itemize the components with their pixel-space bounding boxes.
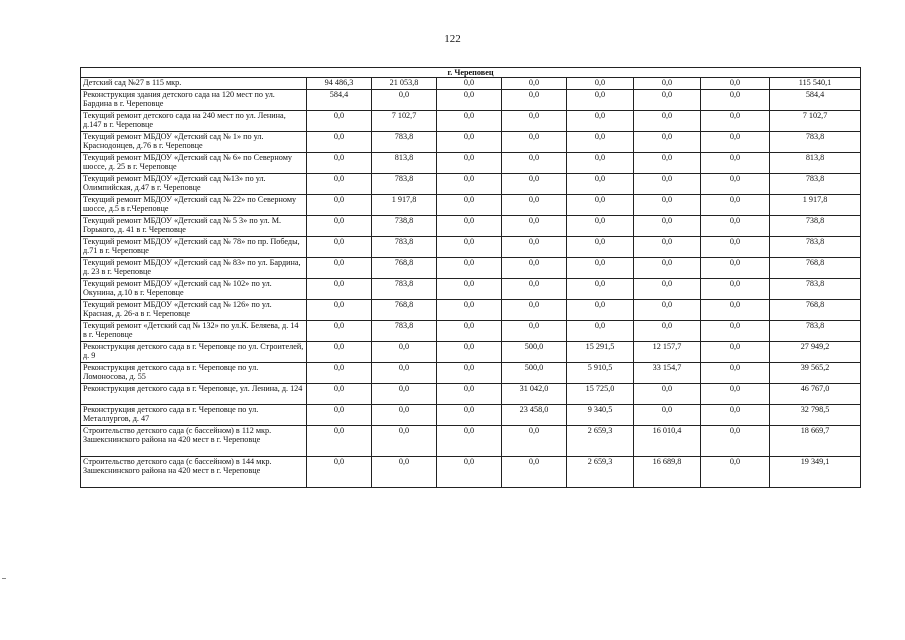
year-value-cell: 0,0 xyxy=(634,384,701,405)
year-value-cell: 0,0 xyxy=(634,195,701,216)
year-value-cell: 768,8 xyxy=(372,300,437,321)
year-value-cell: 0,0 xyxy=(437,300,502,321)
total-value-cell: 39 565,2 xyxy=(770,363,861,384)
year-value-cell: 0,0 xyxy=(437,405,502,426)
year-value-cell: 0,0 xyxy=(437,174,502,195)
year-value-cell: 0,0 xyxy=(437,384,502,405)
year-value-cell: 500,0 xyxy=(502,342,567,363)
table-row xyxy=(81,258,861,279)
year-value-cell: 0,0 xyxy=(372,342,437,363)
table-row xyxy=(81,279,861,300)
year-value-cell: 0,0 xyxy=(307,153,372,174)
year-value-cell: 94 486,3 xyxy=(307,78,372,90)
object-name-cell: Детский сад №27 в 115 мкр. xyxy=(81,78,307,90)
year-value-cell: 0,0 xyxy=(307,363,372,384)
table-row xyxy=(81,78,861,90)
total-value-cell: 7 102,7 xyxy=(770,111,861,132)
year-value-cell: 0,0 xyxy=(307,321,372,342)
year-value-cell: 15 291,5 xyxy=(567,342,634,363)
year-value-cell: 0,0 xyxy=(634,153,701,174)
year-value-cell: 0,0 xyxy=(567,90,634,111)
total-value-cell: 768,8 xyxy=(770,258,861,279)
year-value-cell: 0,0 xyxy=(502,90,567,111)
year-value-cell: 783,8 xyxy=(372,237,437,258)
year-value-cell: 0,0 xyxy=(437,216,502,237)
year-value-cell: 0,0 xyxy=(701,111,770,132)
year-value-cell: 5 910,5 xyxy=(567,363,634,384)
year-value-cell: 0,0 xyxy=(307,174,372,195)
year-value-cell: 0,0 xyxy=(634,258,701,279)
year-value-cell: 0,0 xyxy=(502,132,567,153)
object-name-cell: Текущий ремонт детского сада на 240 мест по ул. Ленина, д.147 в г. Череповце xyxy=(81,111,307,132)
year-value-cell: 0,0 xyxy=(634,216,701,237)
year-value-cell: 0,0 xyxy=(567,132,634,153)
year-value-cell: 0,0 xyxy=(437,457,502,488)
object-name-cell: Строительство детского сада (с бассейном) в 144 мкр. Зашекснинского района на 420 мест в г. Череповце xyxy=(81,457,307,488)
margin-mark xyxy=(2,578,6,579)
total-value-cell: 46 767,0 xyxy=(770,384,861,405)
year-value-cell: 0,0 xyxy=(437,195,502,216)
year-value-cell: 783,8 xyxy=(372,321,437,342)
table-row xyxy=(81,321,861,342)
year-value-cell: 0,0 xyxy=(437,237,502,258)
year-value-cell: 0,0 xyxy=(634,237,701,258)
table-row xyxy=(81,237,861,258)
year-value-cell: 21 053,8 xyxy=(372,78,437,90)
object-name-cell: Реконструкция детского сада в г. Череповце по ул. Строителей, д. 9 xyxy=(81,342,307,363)
table-row xyxy=(81,405,861,426)
year-value-cell: 0,0 xyxy=(567,153,634,174)
year-value-cell: 0,0 xyxy=(437,132,502,153)
total-value-cell: 584,4 xyxy=(770,90,861,111)
year-value-cell: 0,0 xyxy=(567,111,634,132)
year-value-cell: 0,0 xyxy=(307,405,372,426)
year-value-cell: 0,0 xyxy=(437,111,502,132)
year-value-cell: 0,0 xyxy=(307,195,372,216)
year-value-cell: 0,0 xyxy=(372,384,437,405)
year-value-cell: 2 659,3 xyxy=(567,457,634,488)
year-value-cell: 9 340,5 xyxy=(567,405,634,426)
year-value-cell: 0,0 xyxy=(437,279,502,300)
object-name-cell: Текущий ремонт МБДОУ «Детский сад №13» по ул. Олимпийская, д.47 в г. Череповце xyxy=(81,174,307,195)
year-value-cell: 0,0 xyxy=(701,153,770,174)
year-value-cell: 0,0 xyxy=(701,363,770,384)
year-value-cell: 0,0 xyxy=(372,426,437,457)
year-value-cell: 0,0 xyxy=(701,237,770,258)
object-name-cell: Реконструкция детского сада в г. Череповце по ул. Ломоносова, д. 55 xyxy=(81,363,307,384)
year-value-cell: 15 725,0 xyxy=(567,384,634,405)
object-name-cell: Текущий ремонт МБДОУ «Детский сад № 102» по ул. Окунина, д.10 в г. Череповце xyxy=(81,279,307,300)
table-row xyxy=(81,195,861,216)
year-value-cell: 0,0 xyxy=(437,78,502,90)
year-value-cell: 0,0 xyxy=(307,258,372,279)
year-value-cell: 7 102,7 xyxy=(372,111,437,132)
year-value-cell: 738,8 xyxy=(372,216,437,237)
total-value-cell: 783,8 xyxy=(770,174,861,195)
year-value-cell: 0,0 xyxy=(567,321,634,342)
year-value-cell: 0,0 xyxy=(437,426,502,457)
total-value-cell: 813,8 xyxy=(770,153,861,174)
year-value-cell: 0,0 xyxy=(567,279,634,300)
year-value-cell: 0,0 xyxy=(567,258,634,279)
year-value-cell: 0,0 xyxy=(567,78,634,90)
total-value-cell: 115 540,1 xyxy=(770,78,861,90)
year-value-cell: 0,0 xyxy=(307,426,372,457)
year-value-cell: 0,0 xyxy=(701,90,770,111)
total-value-cell: 768,8 xyxy=(770,300,861,321)
year-value-cell: 0,0 xyxy=(307,384,372,405)
year-value-cell: 0,0 xyxy=(307,457,372,488)
total-value-cell: 738,8 xyxy=(770,216,861,237)
total-value-cell: 783,8 xyxy=(770,279,861,300)
year-value-cell: 0,0 xyxy=(634,174,701,195)
object-name-cell: Текущий ремонт МБДОУ «Детский сад № 83» по ул. Бардина, д. 23 в г. Череповце xyxy=(81,258,307,279)
year-value-cell: 0,0 xyxy=(701,216,770,237)
year-value-cell: 0,0 xyxy=(372,363,437,384)
year-value-cell: 12 157,7 xyxy=(634,342,701,363)
year-value-cell: 0,0 xyxy=(437,153,502,174)
object-name-cell: Текущий ремонт МБДОУ «Детский сад № 1» по ул. Краснодонцев, д.76 в г. Череповце xyxy=(81,132,307,153)
year-value-cell: 16 010,4 xyxy=(634,426,701,457)
year-value-cell: 0,0 xyxy=(502,279,567,300)
year-value-cell: 0,0 xyxy=(307,300,372,321)
year-value-cell: 0,0 xyxy=(701,321,770,342)
year-value-cell: 0,0 xyxy=(502,321,567,342)
object-name-cell: Текущий ремонт «Детский сад № 132» по ул.К. Беляева, д. 14 в г. Череповце xyxy=(81,321,307,342)
year-value-cell: 0,0 xyxy=(701,300,770,321)
year-value-cell: 0,0 xyxy=(567,195,634,216)
object-name-cell: Текущий ремонт МБДОУ «Детский сад № 126» по ул. Красная, д. 26-а в г. Череповце xyxy=(81,300,307,321)
year-value-cell: 0,0 xyxy=(307,237,372,258)
object-name-cell: Текущий ремонт МБДОУ «Детский сад № 78» по пр. Победы, д.71 в г. Череповце xyxy=(81,237,307,258)
table-row xyxy=(81,174,861,195)
year-value-cell: 16 689,8 xyxy=(634,457,701,488)
year-value-cell: 584,4 xyxy=(307,90,372,111)
year-value-cell: 0,0 xyxy=(634,279,701,300)
year-value-cell: 0,0 xyxy=(307,111,372,132)
year-value-cell: 0,0 xyxy=(307,216,372,237)
page-number: 122 xyxy=(444,33,461,45)
table-row xyxy=(81,457,861,488)
funding-table xyxy=(80,67,861,488)
year-value-cell: 0,0 xyxy=(701,258,770,279)
year-value-cell: 0,0 xyxy=(634,111,701,132)
year-value-cell: 0,0 xyxy=(437,342,502,363)
object-name-cell: Реконструкция детского сада в г. Череповце, ул. Ленина, д. 124 xyxy=(81,384,307,405)
year-value-cell: 0,0 xyxy=(307,132,372,153)
table-row xyxy=(81,111,861,132)
year-value-cell: 31 042,0 xyxy=(502,384,567,405)
year-value-cell: 0,0 xyxy=(502,258,567,279)
table-row xyxy=(81,300,861,321)
year-value-cell: 0,0 xyxy=(634,321,701,342)
year-value-cell: 0,0 xyxy=(701,405,770,426)
year-value-cell: 0,0 xyxy=(701,174,770,195)
year-value-cell: 0,0 xyxy=(437,363,502,384)
year-value-cell: 0,0 xyxy=(307,342,372,363)
year-value-cell: 0,0 xyxy=(372,90,437,111)
total-value-cell: 27 949,2 xyxy=(770,342,861,363)
year-value-cell: 0,0 xyxy=(634,78,701,90)
total-value-cell: 783,8 xyxy=(770,237,861,258)
year-value-cell: 0,0 xyxy=(437,258,502,279)
year-value-cell: 0,0 xyxy=(502,153,567,174)
year-value-cell: 0,0 xyxy=(307,279,372,300)
table-row xyxy=(81,216,861,237)
year-value-cell: 0,0 xyxy=(567,216,634,237)
total-value-cell: 32 798,5 xyxy=(770,405,861,426)
year-value-cell: 0,0 xyxy=(502,195,567,216)
city-header: г. Череповец xyxy=(81,68,861,78)
year-value-cell: 0,0 xyxy=(502,111,567,132)
year-value-cell: 0,0 xyxy=(701,78,770,90)
year-value-cell: 0,0 xyxy=(634,132,701,153)
year-value-cell: 0,0 xyxy=(502,426,567,457)
table-row xyxy=(81,363,861,384)
object-name-cell: Реконструкция здания детского сада на 120 мест по ул. Бардина в г. Череповце xyxy=(81,90,307,111)
year-value-cell: 0,0 xyxy=(372,457,437,488)
table-row xyxy=(81,426,861,457)
total-value-cell: 18 669,7 xyxy=(770,426,861,457)
table-row xyxy=(81,384,861,405)
year-value-cell: 1 917,8 xyxy=(372,195,437,216)
year-value-cell: 0,0 xyxy=(567,300,634,321)
object-name-cell: Текущий ремонт МБДОУ «Детский сад № 22» по Северному шоссе, д.5 в г.Череповце xyxy=(81,195,307,216)
total-value-cell: 783,8 xyxy=(770,132,861,153)
total-value-cell: 1 917,8 xyxy=(770,195,861,216)
year-value-cell: 0,0 xyxy=(567,237,634,258)
year-value-cell: 0,0 xyxy=(634,405,701,426)
year-value-cell: 783,8 xyxy=(372,132,437,153)
year-value-cell: 0,0 xyxy=(634,90,701,111)
year-value-cell: 33 154,7 xyxy=(634,363,701,384)
table-row xyxy=(81,90,861,111)
year-value-cell: 0,0 xyxy=(701,426,770,457)
year-value-cell: 0,0 xyxy=(701,342,770,363)
city-header-row xyxy=(81,68,861,78)
year-value-cell: 23 458,0 xyxy=(502,405,567,426)
year-value-cell: 0,0 xyxy=(634,300,701,321)
total-value-cell: 19 349,1 xyxy=(770,457,861,488)
year-value-cell: 813,8 xyxy=(372,153,437,174)
year-value-cell: 0,0 xyxy=(437,321,502,342)
year-value-cell: 0,0 xyxy=(502,216,567,237)
object-name-cell: Текущий ремонт МБДОУ «Детский сад № 5 3» по ул. М. Горького, д. 41 в г. Череповце xyxy=(81,216,307,237)
year-value-cell: 2 659,3 xyxy=(567,426,634,457)
table-row xyxy=(81,342,861,363)
year-value-cell: 0,0 xyxy=(502,174,567,195)
object-name-cell: Текущий ремонт МБДОУ «Детский сад № 6» по Северному шоссе, д. 25 в г. Череповце xyxy=(81,153,307,174)
year-value-cell: 0,0 xyxy=(502,300,567,321)
year-value-cell: 0,0 xyxy=(701,279,770,300)
year-value-cell: 0,0 xyxy=(502,457,567,488)
year-value-cell: 768,8 xyxy=(372,258,437,279)
object-name-cell: Реконструкция детского сада в г. Череповце по ул. Металлургов, д. 47 xyxy=(81,405,307,426)
year-value-cell: 0,0 xyxy=(502,237,567,258)
year-value-cell: 0,0 xyxy=(701,457,770,488)
year-value-cell: 783,8 xyxy=(372,279,437,300)
table-row xyxy=(81,153,861,174)
year-value-cell: 0,0 xyxy=(437,90,502,111)
table-row xyxy=(81,132,861,153)
year-value-cell: 0,0 xyxy=(701,195,770,216)
year-value-cell: 0,0 xyxy=(372,405,437,426)
year-value-cell: 0,0 xyxy=(502,78,567,90)
year-value-cell: 0,0 xyxy=(567,174,634,195)
object-name-cell: Строительство детского сада (с бассейном) в 112 мкр. Зашекснинского района на 420 мест в г. Череповце xyxy=(81,426,307,457)
year-value-cell: 0,0 xyxy=(701,384,770,405)
year-value-cell: 500,0 xyxy=(502,363,567,384)
year-value-cell: 0,0 xyxy=(701,132,770,153)
total-value-cell: 783,8 xyxy=(770,321,861,342)
year-value-cell: 783,8 xyxy=(372,174,437,195)
